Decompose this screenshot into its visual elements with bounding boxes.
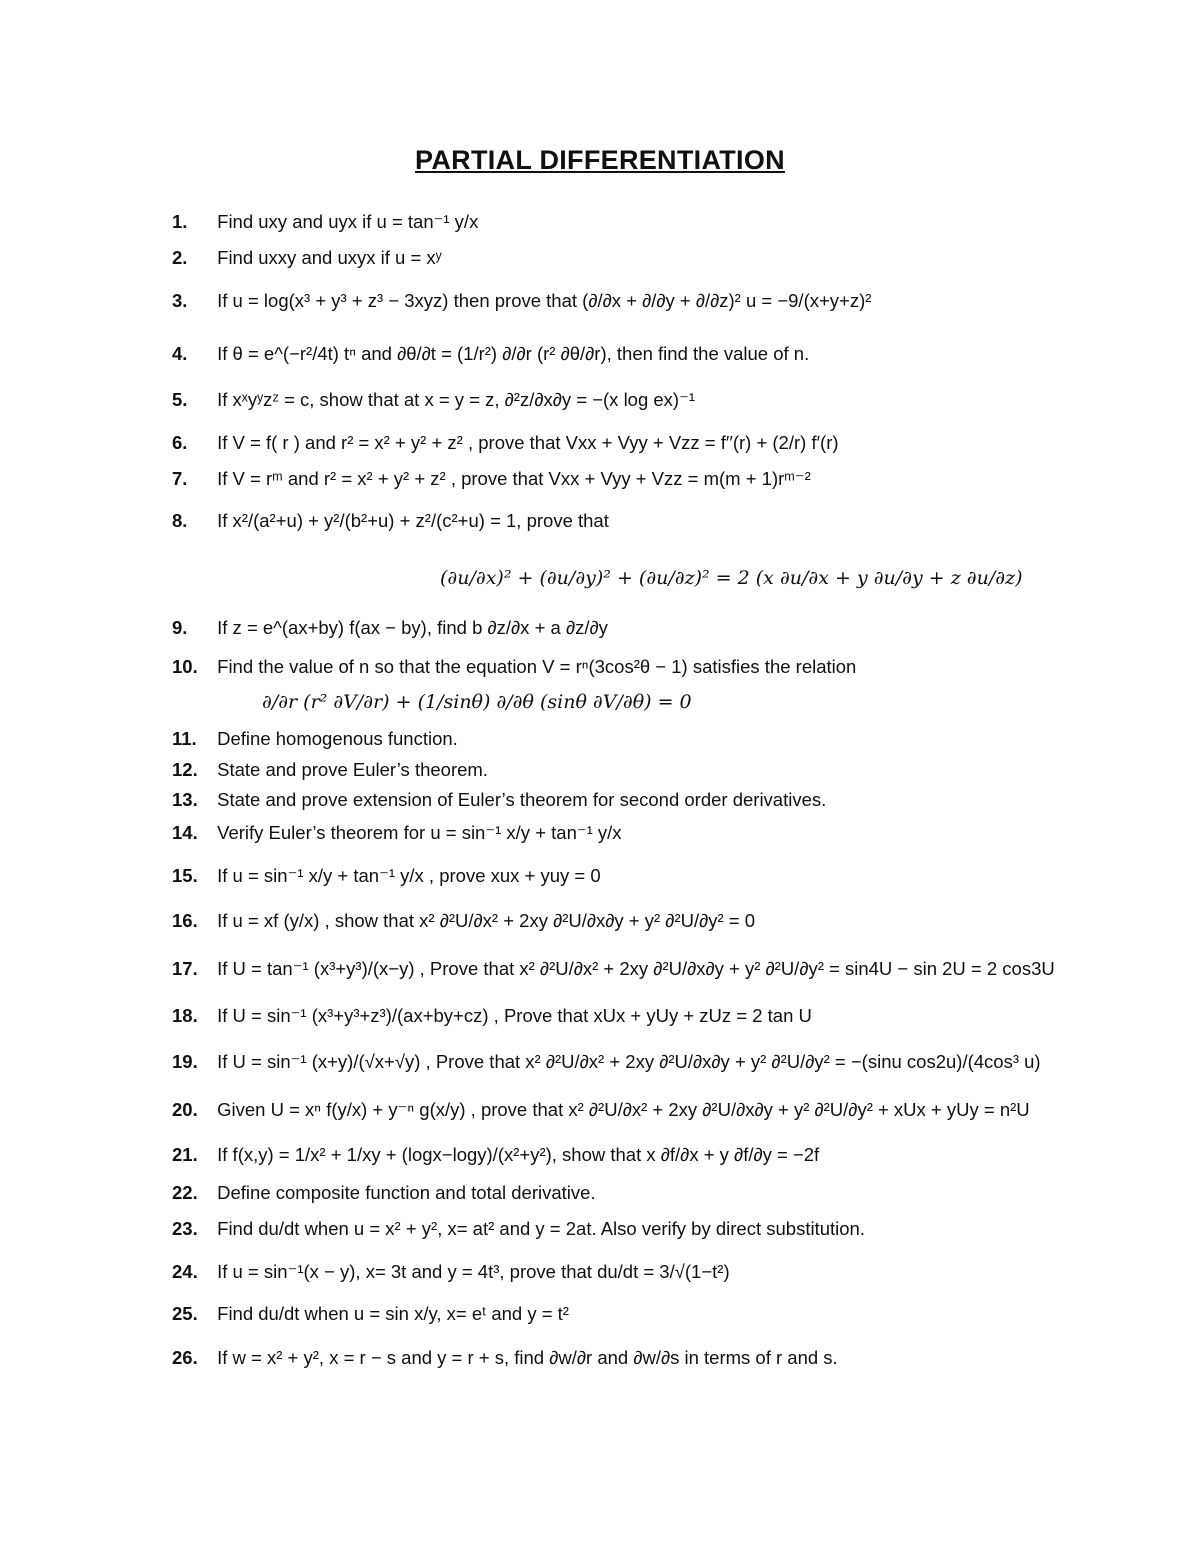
question-number: 23. (172, 1218, 198, 1239)
question-number: 9. (172, 617, 188, 638)
question-text: If u = sin⁻¹ x/y + tan⁻¹ y/x , prove xux + yuy = 0 (217, 865, 601, 886)
question-text: Find du/dt when u = sin x/y, x= eᵗ and y = t² (217, 1303, 569, 1324)
question-text: If V = rᵐ and r² = x² + y² + z² , prove that Vxx + Vyy + Vzz = m(m + 1)rᵐ⁻² (217, 468, 811, 489)
page-title: PARTIAL DIFFERENTIATION (415, 145, 785, 175)
question-number: 17. (172, 958, 198, 979)
question-text: Find uxy and uyx if u = tan⁻¹ y/x (217, 211, 479, 232)
question-17 (172, 957, 1072, 981)
question-19 (172, 1050, 1072, 1074)
question-text: Find du/dt when u = x² + y², x= at² and y = 2at. Also verify by direct substitution. (217, 1218, 865, 1239)
question-number: 26. (172, 1347, 198, 1368)
question-number: 11. (172, 728, 197, 749)
question-number: 25. (172, 1303, 198, 1324)
question-number: 4. (172, 343, 188, 364)
question-text: If u = sin⁻¹(x − y), x= 3t and y = 4t³, prove that du/dt = 3/√(1−t²) (217, 1261, 730, 1282)
question-text: If U = sin⁻¹ (x+y)/(√x+√y) , Prove that x² ∂²U/∂x² + 2xy ∂²U/∂x∂y + y² ∂²U/∂y² = −(sinu cos2u)/(4cos³ u) (217, 1051, 1041, 1072)
question-25 (172, 1302, 1072, 1326)
question-text: If xˣyʸzᶻ = c, show that at x = y = z, ∂²z/∂x∂y = −(x log ex)⁻¹ (217, 389, 696, 410)
question-number: 20. (172, 1099, 198, 1120)
question-number: 12. (172, 759, 198, 780)
question-number: 6. (172, 432, 188, 453)
question-7 (172, 467, 1072, 491)
question-number: 7. (172, 468, 188, 489)
question-text: If u = xf (y/x) , show that x² ∂²U/∂x² + 2xy ∂²U/∂x∂y + y² ∂²U/∂y² = 0 (217, 910, 756, 931)
question-text: If w = x² + y², x = r − s and y = r + s, find ∂w/∂r and ∂w/∂s in terms of r and s. (217, 1347, 838, 1368)
question-23 (172, 1217, 1072, 1241)
question-number: 3. (172, 290, 188, 311)
question-10-equation: ∂/∂r (r² ∂V/∂r) + (1/sinθ) ∂/∂θ (sinθ ∂V/∂θ) = 0 (262, 691, 692, 713)
question-21 (172, 1143, 1072, 1167)
question-text: If z = e^(ax+by) f(ax − by), find b ∂z/∂x + a ∂z/∂y (217, 617, 608, 638)
question-20 (172, 1098, 1072, 1122)
question-number: 22. (172, 1182, 198, 1203)
question-5 (172, 388, 1072, 412)
question-14 (172, 821, 1072, 845)
question-text: State and prove extension of Euler’s theorem for second order derivatives. (217, 789, 827, 810)
question-16 (172, 909, 1072, 933)
question-15 (172, 864, 1072, 888)
question-12 (172, 758, 1072, 782)
question-number: 15. (172, 865, 198, 886)
question-text: If θ = e^(−r²/4t) tⁿ and ∂θ/∂t = (1/r²) ∂/∂r (r² ∂θ/∂r), then find the value of n. (217, 343, 810, 364)
question-number: 18. (172, 1005, 198, 1026)
question-number: 14. (172, 822, 198, 843)
question-number: 16. (172, 910, 198, 931)
question-text: If U = tan⁻¹ (x³+y³)/(x−y) , Prove that x² ∂²U/∂x² + 2xy ∂²U/∂x∂y + y² ∂²U/∂y² = sin4U − sin 2U = 2 cos3U (217, 958, 1055, 979)
question-number: 19. (172, 1051, 198, 1072)
question-number: 5. (172, 389, 188, 410)
question-text: Verify Euler’s theorem for u = sin⁻¹ x/y + tan⁻¹ y/x (217, 822, 622, 843)
question-number: 2. (172, 247, 188, 268)
question-text: State and prove Euler’s theorem. (217, 759, 488, 780)
question-number: 13. (172, 789, 198, 810)
question-number: 24. (172, 1261, 198, 1282)
question-8-equation: (∂u/∂x)² + (∂u/∂y)² + (∂u/∂z)² = 2 (x ∂u/∂x + y ∂u/∂y + z ∂u/∂z) (440, 567, 1023, 589)
question-2 (172, 246, 1072, 270)
question-8 (172, 509, 1072, 533)
question-number: 21. (172, 1144, 198, 1165)
question-24 (172, 1260, 1072, 1284)
question-6 (172, 431, 1072, 455)
question-number: 1. (172, 211, 188, 232)
question-text: If V = f( r ) and r² = x² + y² + z² , prove that Vxx + Vyy + Vzz = f′′(r) + (2/r) f′(r) (217, 432, 839, 453)
question-text: Define composite function and total derivative. (217, 1182, 596, 1203)
question-text: Find uxxy and uxyx if u = xʸ (217, 247, 442, 268)
question-10 (172, 655, 1072, 679)
question-text: If U = sin⁻¹ (x³+y³+z³)/(ax+by+cz) , Prove that xUx + yUy + zUz = 2 tan U (217, 1005, 812, 1026)
question-13 (172, 788, 1072, 812)
question-number: 10. (172, 656, 198, 677)
question-18 (172, 1004, 1072, 1028)
question-text: Define homogenous function. (217, 728, 458, 749)
question-9 (172, 616, 1072, 640)
question-4 (172, 342, 1072, 366)
question-22 (172, 1181, 1072, 1205)
question-text: If x²/(a²+u) + y²/(b²+u) + z²/(c²+u) = 1, prove that (217, 510, 609, 531)
question-3 (172, 289, 1072, 313)
question-text: Find the value of n so that the equation V = rⁿ(3cos²θ − 1) satisfies the relation (217, 656, 857, 677)
question-text: If u = log(x³ + y³ + z³ − 3xyz) then prove that (∂/∂x + ∂/∂y + ∂/∂z)² u = −9/(x+y+z)² (217, 290, 872, 311)
question-26 (172, 1346, 1072, 1370)
question-1 (172, 210, 1072, 234)
question-number: 8. (172, 510, 188, 531)
question-text: If f(x,y) = 1/x² + 1/xy + (logx−logy)/(x²+y²), show that x ∂f/∂x + y ∂f/∂y = −2f (217, 1144, 820, 1165)
question-text: Given U = xⁿ f(y/x) + y⁻ⁿ g(x/y) , prove that x² ∂²U/∂x² + 2xy ∂²U/∂x∂y + y² ∂²U/∂y² + xUx + yUy = n²U (217, 1099, 1030, 1120)
question-11 (172, 727, 1072, 751)
